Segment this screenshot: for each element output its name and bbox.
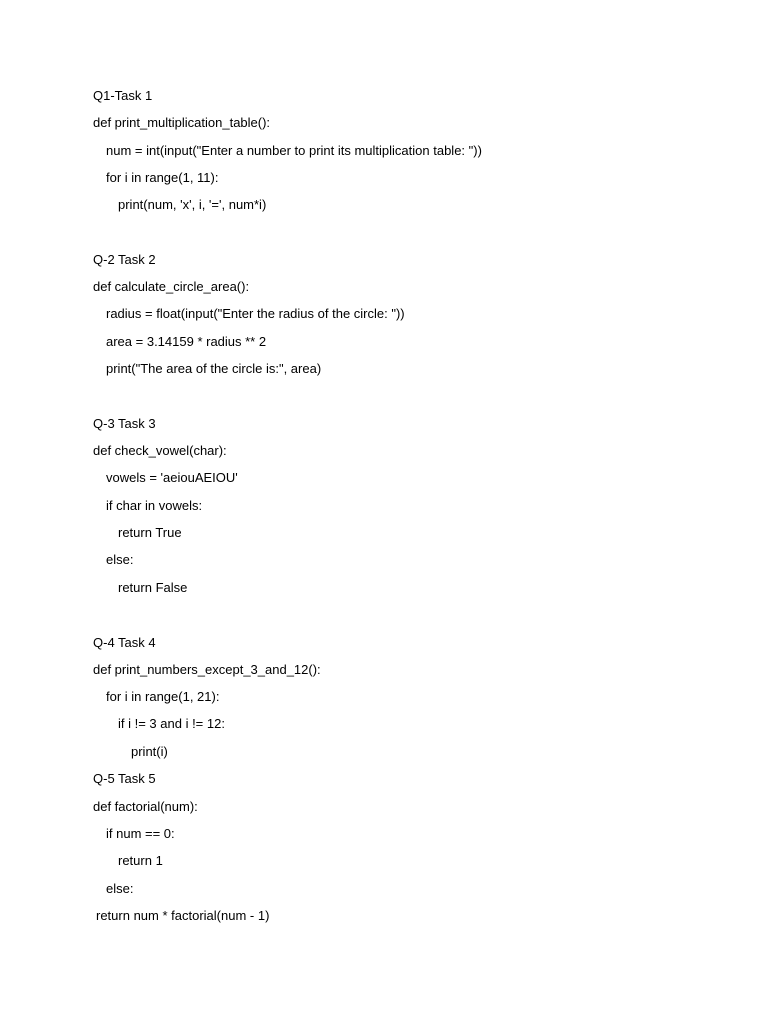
code-line-for-range-1-21: for i in range(1, 21): <box>106 689 220 704</box>
code-line-if-not-3-and-12: if i != 3 and i != 12: <box>118 716 225 731</box>
heading-task-4: Q-4 Task 4 <box>93 635 156 650</box>
code-line-def-check-vowel: def check_vowel(char): <box>93 443 227 458</box>
code-line-else: else: <box>106 552 134 567</box>
code-line-return-recursive: return num * factorial(num - 1) <box>96 908 270 923</box>
code-line-for-range-1-11: for i in range(1, 11): <box>106 170 219 185</box>
code-line-def-factorial: def factorial(num): <box>93 799 198 814</box>
code-line-print-product: print(num, 'x', i, '=', num*i) <box>118 197 267 212</box>
code-line-print-i: print(i) <box>131 744 168 759</box>
heading-task-3: Q-3 Task 3 <box>93 416 156 431</box>
code-line-return-1: return 1 <box>118 853 163 868</box>
heading-task-2: Q-2 Task 2 <box>93 252 156 267</box>
heading-task-5: Q-5 Task 5 <box>93 771 156 786</box>
code-line-vowels-string: vowels = 'aeiouAEIOU' <box>106 470 238 485</box>
code-line-def-calculate-circle-area: def calculate_circle_area(): <box>93 279 250 294</box>
heading-task-1: Q1-Task 1 <box>93 88 153 103</box>
code-line-return-true: return True <box>118 525 182 540</box>
code-line-def-print-numbers-except: def print_numbers_except_3_and_12(): <box>93 662 321 677</box>
code-line-else: else: <box>106 881 134 896</box>
code-line-num-input: num = int(input("Enter a number to print its multiplication table: ")) <box>106 143 482 158</box>
code-line-print-area: print("The area of the circle is:", area) <box>106 361 322 376</box>
code-line-area-formula: area = 3.14159 * radius ** 2 <box>106 334 267 349</box>
code-line-if-char-in-vowels: if char in vowels: <box>106 498 203 513</box>
code-line-return-false: return False <box>118 580 188 595</box>
code-line-radius-input: radius = float(input("Enter the radius of the circle: ")) <box>106 306 405 321</box>
code-line-if-num-zero: if num == 0: <box>106 826 175 841</box>
code-line-def-print-multiplication-table: def print_multiplication_table(): <box>93 115 271 130</box>
